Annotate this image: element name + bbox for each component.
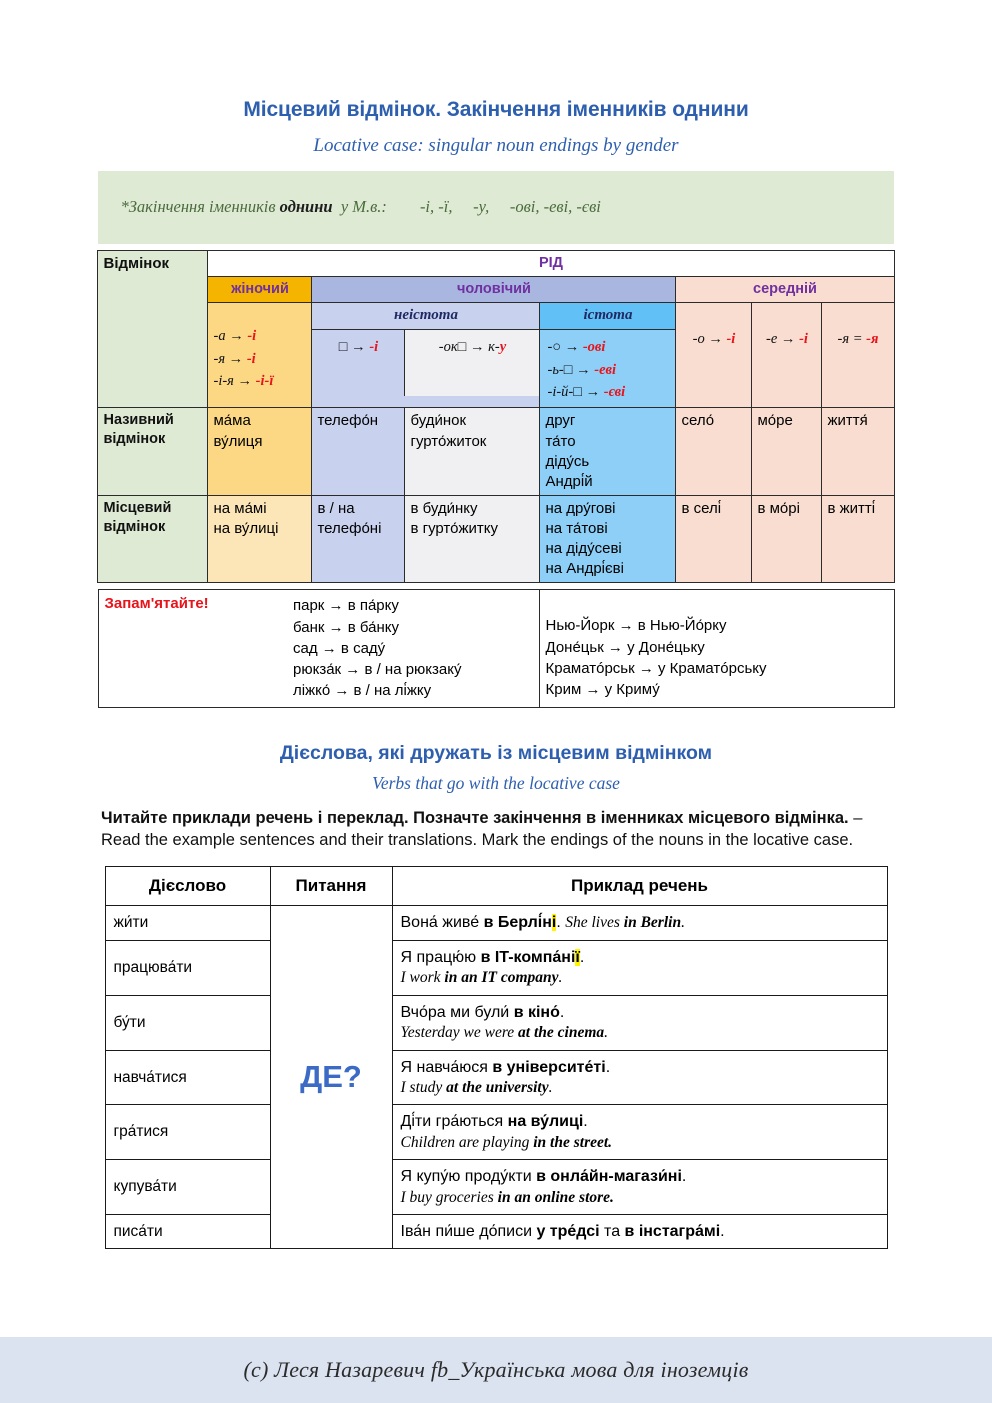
example-cell <box>392 906 887 941</box>
rule-n1-from: -о → <box>692 331 723 348</box>
translation-part: . <box>558 969 563 987</box>
cell-masc-animate-group <box>540 303 676 408</box>
nom-neuter-1 <box>676 408 752 495</box>
rule-mi1-to: -і <box>369 339 379 356</box>
note-mid: у М.в.: <box>332 197 387 216</box>
translation-part: She lives <box>565 914 624 932</box>
grammar-header-row-3 <box>98 303 894 408</box>
nominative-label: Називний відмінок <box>103 412 174 448</box>
word: друг <box>545 412 576 430</box>
table-row <box>105 1160 887 1215</box>
sentence-part: . <box>605 1058 611 1076</box>
note-prefix: *Закінчення іменників <box>120 197 280 216</box>
sentence-part: Вчо́ра ми були́ <box>400 1003 514 1021</box>
sentence-uk <box>401 947 879 968</box>
cell-neuter-rule-3 <box>822 303 894 408</box>
sentence-bold: на ву́лиці <box>507 1113 584 1131</box>
list-item: Доне́цьк → у Доне́цьку <box>545 638 705 656</box>
list-item: банк → в ба́нку <box>293 618 400 636</box>
loc-neuter-1 <box>676 495 752 582</box>
nom-neuter-2 <box>752 408 822 495</box>
verb-cell: купува́ти <box>105 1160 270 1215</box>
label-inanimate: неістота <box>312 303 539 330</box>
table-row <box>105 1215 887 1249</box>
table-row <box>105 940 887 995</box>
grammar-header-row-1 <box>98 251 894 277</box>
word: життя́ <box>827 412 868 430</box>
word: на Андрі́єві <box>545 560 624 578</box>
rule-n3-from: -я = <box>837 331 863 348</box>
rule-ma-3-from: -і-й-□ → <box>547 383 601 400</box>
cell-neuter-rule-2 <box>752 303 822 408</box>
sentence-part: . <box>559 1003 565 1021</box>
verb-cell: гра́тися <box>105 1105 270 1160</box>
translation-bold: in an online store. <box>497 1188 614 1206</box>
rule-fem-3-to: -і-ї <box>255 373 274 390</box>
sentence-part: . <box>720 1223 725 1241</box>
nom-feminine <box>208 408 312 495</box>
sentence-uk <box>401 1002 879 1023</box>
rule-n3-to: -я <box>866 331 879 348</box>
ending-highlight: ї <box>575 948 580 966</box>
word: гурто́житок <box>410 432 487 450</box>
translation-part: I study <box>400 1078 447 1096</box>
table-row-nominative <box>98 408 894 495</box>
case-header-label: Відмінок <box>103 255 169 272</box>
word: на ма́мі <box>213 499 267 517</box>
loc-masc-inanim-2 <box>405 495 540 582</box>
list-item: Крим → у Криму́ <box>545 681 660 699</box>
cell-gender-masculine: чоловічий <box>312 277 676 303</box>
rule-n2-from: -е → <box>766 331 796 348</box>
table-row <box>105 995 887 1050</box>
rule-ma-3-to: -єві <box>603 383 626 400</box>
rule-fem-3 <box>213 370 306 392</box>
ending-highlight: і <box>551 914 557 932</box>
cell-masc-inanim-rule-2 <box>405 330 539 396</box>
translation-part: Yesterday we were <box>400 1023 519 1041</box>
sentence-bold: в IT-компа́ні <box>480 948 576 966</box>
verb-cell: працюва́ти <box>105 940 270 995</box>
example-cell <box>392 1160 887 1215</box>
grammar-header-row-2 <box>98 277 894 303</box>
question-cell: ДЕ? <box>270 906 392 1249</box>
word: ма́ма <box>213 412 251 430</box>
rule-ma-3 <box>547 381 668 403</box>
verb-cell: навча́тися <box>105 1050 270 1105</box>
translation <box>565 914 685 931</box>
note-endings: -і, -ї, -у, -ові, -еві, -єві <box>419 197 601 216</box>
loc-neuter-3 <box>822 495 894 582</box>
instruction-bold: Читайте приклади речень і переклад. Позначте закінчення в іменниках місцевого відмінка. <box>101 808 849 827</box>
col-header-question: Питання <box>270 867 392 906</box>
translation-bold: at the university <box>446 1078 549 1096</box>
sentence-uk <box>401 1221 879 1242</box>
sentence-bold: в університе́ті <box>492 1058 606 1076</box>
remember-row <box>98 590 894 707</box>
word: в гурто́житку <box>410 519 498 537</box>
list-item: рюкза́к → в / на рюкзаку́ <box>293 661 462 679</box>
cell-neuter-rule-1 <box>676 303 752 408</box>
word: село́ <box>681 412 715 430</box>
sentence-part: та <box>599 1223 625 1241</box>
remember-title: Запам'ятайте! <box>104 595 209 613</box>
example-cell <box>392 995 887 1050</box>
rule-fem-2-from: -я → <box>213 350 244 367</box>
loc-masc-anim <box>540 495 676 582</box>
sentence-part: . <box>583 1113 588 1131</box>
sentence-part: Я працю́ю <box>400 948 481 966</box>
page-title-uk: Місцевий відмінок. Закінчення іменників однини <box>243 98 749 121</box>
cell-case-header <box>98 251 208 408</box>
sentence-part: Ді́ти гра́ються <box>400 1113 508 1131</box>
word: в буди́нку <box>410 499 478 517</box>
rule-mi2-to: у <box>499 339 507 356</box>
translation <box>401 1133 879 1154</box>
remember-box <box>98 589 895 707</box>
cell-masc-animate-rules <box>540 330 675 407</box>
rule-ma-1-to: -ові <box>582 339 606 356</box>
word: в житті́ <box>827 499 876 517</box>
rule-fem-1-from: -а → <box>213 328 244 345</box>
cell-gender-neuter: середній <box>676 277 894 303</box>
verb-cell: бу́ти <box>105 995 270 1050</box>
sentence-uk <box>401 1057 879 1078</box>
rule-ma-2-to: -еві <box>594 361 617 378</box>
verbs-header-row <box>105 867 887 906</box>
table-row <box>105 906 887 941</box>
rule-mi2-from: -ок□ → к- <box>438 339 500 356</box>
translation-part: I buy groceries <box>400 1188 498 1206</box>
col-header-verb: Дієслово <box>105 867 270 906</box>
note-bold: однини <box>279 197 333 216</box>
nom-masc-inanim-1 <box>312 408 405 495</box>
table-row <box>105 1050 887 1105</box>
rule-n1-to: -і <box>726 331 736 348</box>
rule-ma-2 <box>547 359 668 381</box>
loc-neuter-2 <box>752 495 822 582</box>
sentence-bold: у тре́дсі <box>536 1223 600 1241</box>
word: в мо́рі <box>757 499 800 517</box>
list-item: парк → в па́рку <box>293 597 399 615</box>
translation-part: Children are playing <box>400 1133 534 1151</box>
translation-part: I work <box>400 969 445 987</box>
sentence-uk <box>401 1166 879 1187</box>
row-label-nominative <box>98 408 208 495</box>
remember-title-cell <box>98 590 287 707</box>
translation-part: . <box>548 1078 553 1096</box>
word: діду́сь <box>545 452 590 470</box>
sentence-part: Я купу́ю проду́кти <box>400 1168 537 1186</box>
list-item: сад → в саду́ <box>293 639 386 657</box>
sentence-part: Я навча́юся <box>400 1058 493 1076</box>
example-cell <box>392 1050 887 1105</box>
translation-bold: in the street. <box>533 1133 613 1151</box>
sentence-uk <box>401 1111 879 1132</box>
verbs-table <box>105 866 888 1249</box>
translation <box>401 1023 879 1044</box>
cell-gender-header: РІД <box>208 251 894 277</box>
table-row-locative <box>98 495 894 582</box>
grammar-table <box>97 250 894 583</box>
sentence-part: . <box>556 914 566 932</box>
word: телефо́н <box>317 412 379 430</box>
table-row <box>105 1105 887 1160</box>
rule-ma-1 <box>547 336 668 358</box>
translation <box>401 968 879 989</box>
rule-fem-1 <box>213 325 306 347</box>
translation-bold: in an IT company <box>444 969 559 987</box>
nom-neuter-3 <box>822 408 894 495</box>
col-header-example: Приклад речень <box>392 867 887 906</box>
section2-title-en: Verbs that go with the locative case <box>372 772 620 793</box>
word: буди́нок <box>410 412 467 430</box>
row-label-locative <box>98 495 208 582</box>
list-item: ліжко́ → в / на лі́жку <box>293 682 432 700</box>
remember-left-list <box>287 590 539 707</box>
sentence-bold: в онла́йн-магази́ні <box>536 1168 682 1186</box>
rule-fem-1-to: -і <box>247 328 257 345</box>
endings-note-banner <box>98 171 894 244</box>
rule-n2-to: -і <box>799 331 808 348</box>
sentence-part: . <box>579 948 585 966</box>
rule-mi1-from: □ → <box>338 339 366 356</box>
word: Андрі́й <box>545 472 593 490</box>
rule-fem-2 <box>213 348 306 370</box>
rule-fem-3-from: -і-я → <box>213 373 253 390</box>
cell-feminine-rules <box>208 303 312 408</box>
example-cell <box>392 1105 887 1160</box>
loc-masc-inanim-1 <box>312 495 405 582</box>
nom-masc-inanim-2 <box>405 408 540 495</box>
label-animate: істота <box>540 303 675 330</box>
list-item: Краматóрськ → у Краматóрську <box>545 659 767 677</box>
example-cell <box>392 1215 887 1249</box>
cell-masc-inanim-rule-1 <box>312 330 405 396</box>
sentence-bold: в інстагра́мі <box>624 1223 721 1241</box>
word: ву́лиця <box>213 432 263 450</box>
word: на діду́севі <box>545 540 622 558</box>
instruction-text <box>101 807 891 853</box>
word: мо́ре <box>757 412 793 430</box>
example-cell <box>392 940 887 995</box>
locative-label: Місцевий відмінок <box>103 499 172 535</box>
verb-cell: жи́ти <box>105 906 270 941</box>
remember-right-list <box>539 590 894 707</box>
translation <box>401 1188 879 1209</box>
translation <box>401 1078 879 1099</box>
sentence-part: Вона́ живе́ <box>400 914 484 932</box>
translation-part: . <box>604 1023 609 1041</box>
translation-part: . <box>681 914 685 932</box>
word: та́то <box>545 432 576 450</box>
rule-ma-1-from: -○ → <box>547 339 580 356</box>
nom-masc-anim <box>540 408 676 495</box>
translation-bold: at the cinema <box>518 1023 605 1041</box>
footer-credit: (c) Леся Назаревич fb_Українська мова для іноземців <box>243 1357 749 1382</box>
cell-masc-inanimate-group <box>312 303 540 408</box>
sentence-part: . <box>681 1168 687 1186</box>
translation-bold: in Berlin <box>623 914 682 932</box>
word: на та́тові <box>545 519 608 537</box>
word: на ву́лиці <box>213 519 279 537</box>
sentence-part: Іва́н пи́ше до́писи <box>400 1223 537 1241</box>
word: в / на <box>317 499 355 517</box>
word: телефо́ні <box>317 519 382 537</box>
list-item: Нью-Йорк → в Нью-Йо́рку <box>545 617 727 635</box>
footer-bar <box>0 1337 992 1403</box>
loc-feminine <box>208 495 312 582</box>
section2-title-uk: Дієслова, які дружать із місцевим відмінком <box>279 741 713 764</box>
word: в селі́ <box>681 499 722 517</box>
verb-cell: писа́ти <box>105 1215 270 1249</box>
rule-ma-2-from: -ь-□ → <box>547 361 591 378</box>
sentence-bold: в кіно́ <box>513 1003 560 1021</box>
cell-gender-feminine: жіночий <box>208 277 312 303</box>
instruction-rest: – Read the example sentences and their translations. Mark the endings of the nouns in the locative case. <box>101 808 863 850</box>
sentence-bold: в Берлі́н <box>483 914 552 932</box>
word: на дру́гові <box>545 499 616 517</box>
rule-fem-2-to: -і <box>246 350 256 367</box>
page-title-en: Locative case: singular noun endings by gender <box>313 135 679 156</box>
